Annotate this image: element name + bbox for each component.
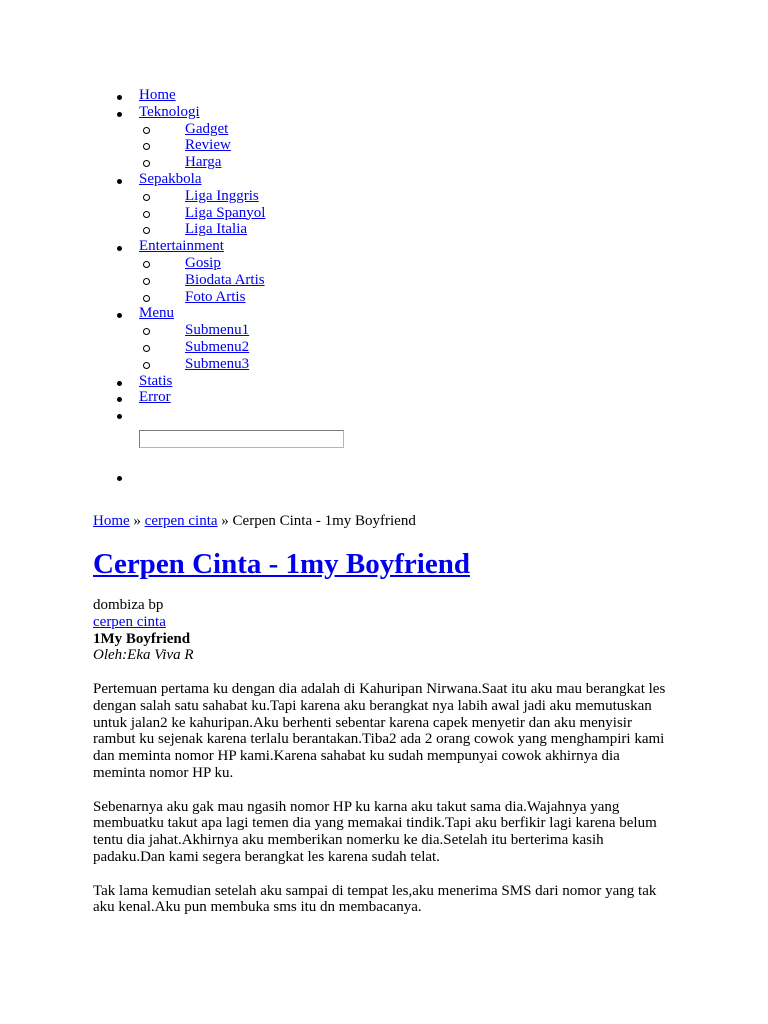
nav-item-error [93,389,493,406]
post-title [93,546,470,582]
submenu-link-foto-artis[interactable]: Foto Artis [185,288,246,305]
submenu-sepakbola [139,188,493,238]
post-body [93,681,673,933]
submenu-item [139,255,493,272]
submenu-item [139,339,493,356]
story-title: 1My Boyfriend [93,630,191,647]
submenu-link-biodata-artis[interactable]: Biodata Artis [185,271,265,288]
post-paragraph: Sebenarnya aku gak mau ngasih nomor HP ku karna aku takut sama dia.Wajahnya yang membuatku takut apa lagi temen dia yang memakai tindik.Tapi aku berfikir lagi karena belum tentu dia jahat.Akhirnya aku memberikan nomerku ke dia.Setelah itu berterima kasih padaku.Dan kami segera berangkat les karena sudah telat. [93,798,657,865]
nav-item-entertainment [93,238,493,305]
nav-link-error[interactable]: Error [139,389,171,406]
submenu-item [139,188,493,205]
nav-link-menu[interactable]: Menu [139,305,174,322]
submenu-item [139,154,493,171]
nav-item-empty [93,468,493,485]
nav-link-statis[interactable]: Statis [139,372,173,389]
nav-link-teknologi[interactable]: Teknologi [139,103,200,120]
submenu-item [139,272,493,289]
main-nav [93,87,493,485]
story-author: Oleh:Eka Viva R [93,647,194,664]
nav-link-home[interactable]: Home [139,87,176,103]
nav-item-teknologi [93,104,493,171]
breadcrumb-current: Cerpen Cinta - 1my Boyfriend [232,513,416,529]
nav-link-sepakbola[interactable]: Sepakbola [139,170,202,187]
breadcrumb-category-link[interactable]: cerpen cinta [144,513,218,529]
submenu-link-liga-spanyol[interactable]: Liga Spanyol [185,204,266,221]
nav-item-sepakbola [93,171,493,238]
post-paragraph: Tak lama kemudian setelah aku sampai di tempat les,aku menerima SMS dari nomor yang tak aku kenal.Aku pun membuka sms itu dn membacanya. [93,882,657,916]
nav-item-search [93,406,493,468]
breadcrumb-separator: » [217,513,233,529]
submenu-item [139,289,493,306]
submenu-entertainment [139,255,493,305]
breadcrumb-home-link[interactable]: Home [93,513,130,529]
post-paragraph: Pertemuan pertama ku dengan dia adalah di Kahuripan Nirwana.Saat itu aku mau berangkat les dengan salah satu sahabat ku.Tapi karena aku berangkat nya labih awal jadi aku memutuskan untuk jalan2 ke kahuripan.Aku berhenti sebentar karena capek menyetir dan aku menyisir rambut ku sejenak karena terlalu berantakan.Tiba2 ada 2 orang cowok yang menghampiri kami dan meminta nomor HP kami.Karena sahabat ku sudah mempunyai cowok akhirnya dia meminta nomor HP ku. [93,681,666,781]
submenu-item [139,221,493,238]
post-category-link[interactable]: cerpen cinta [93,613,166,630]
submenu-link-submenu2[interactable]: Submenu2 [185,338,250,355]
post-category [93,614,693,631]
submenu-teknologi [139,121,493,171]
submenu-link-harga[interactable]: Harga [185,154,222,171]
post-title-link[interactable]: Cerpen Cinta - 1my Boyfriend [93,548,470,580]
submenu-menu [139,322,493,372]
submenu-item [139,121,493,138]
search-input[interactable] [139,430,344,448]
post-author: dombiza bp [93,597,164,613]
submenu-item [139,322,493,339]
breadcrumb-separator: » [129,513,145,529]
nav-link-entertainment[interactable]: Entertainment [139,238,224,255]
submenu-link-gadget[interactable]: Gadget [185,120,229,137]
submenu-link-submenu3[interactable]: Submenu3 [185,355,250,372]
submenu-link-review[interactable]: Review [185,137,231,154]
submenu-item [139,137,493,154]
submenu-link-submenu1[interactable]: Submenu1 [185,322,250,339]
submenu-link-liga-inggris[interactable]: Liga Inggris [185,187,259,204]
submenu-link-liga-italia[interactable]: Liga Italia [185,221,248,238]
nav-item-home [93,87,493,104]
submenu-link-gosip[interactable]: Gosip [185,254,221,271]
nav-item-menu [93,305,493,372]
submenu-item [139,356,493,373]
submenu-item [139,205,493,222]
breadcrumb [93,513,416,530]
nav-item-statis [93,373,493,390]
post-meta [93,597,693,664]
